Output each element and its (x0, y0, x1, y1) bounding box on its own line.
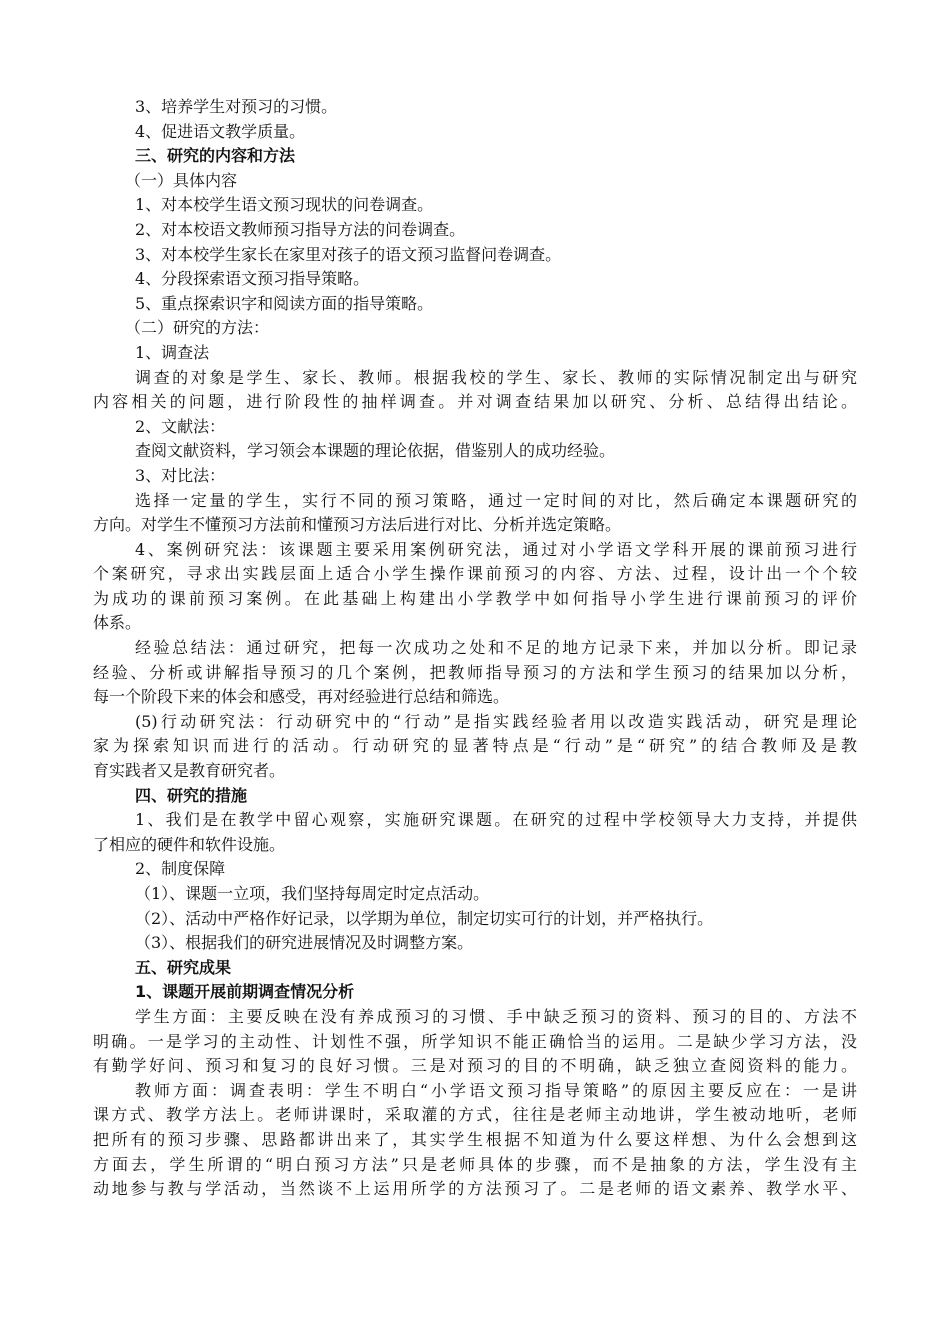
paragraph-line: 4、案例研究法：该课题主要采用案例研究法，通过对小学语文学科开展的课前预习进行 (135, 539, 857, 559)
subsection-heading: 1、课题开展前期调查情况分析 (135, 982, 355, 1002)
list-item: （2）、活动中严格作好记录，以学期为单位，制定切实可行的计划，并严格执行。 (135, 908, 714, 928)
section-heading: 三、研究的内容和方法 (135, 146, 296, 166)
paragraph-line: 学生方面：主要反映在没有养成预习的习惯、手中缺乏预习的资料、预习的目的、方法不 (135, 1006, 857, 1026)
paragraph-line: 体系。 (93, 613, 142, 633)
paragraph-line: 每一个阶段下来的体会和感受，再对经验进行总结和筛选。 (93, 687, 510, 707)
list-item: 1、对本校学生语文预习现状的问卷调查。 (135, 195, 434, 215)
paragraph-line: 育实践者又是教育研究者。 (93, 761, 286, 781)
list-item: 5、重点探索识字和阅读方面的指导策略。 (135, 293, 434, 313)
subsection-heading: （一）具体内容 (125, 170, 238, 190)
paragraph-line: 查阅文献资料，学习领会本课题的理论依据，借鉴别人的成功经验。 (135, 441, 616, 461)
paragraph-line: 调查的对象是学生、家长、教师。根据我校的学生、家长、教师的实际情况制定出与研究 (135, 367, 857, 387)
section-heading: 五、研究成果 (135, 957, 232, 977)
paragraph-line: 选择一定量的学生，实行不同的预习策略，通过一定时间的对比，然后确定本课题研究的 (135, 490, 857, 510)
paragraph-line: 个案研究，寻求出实践层面上适合小学生操作课前预习的内容、方法、过程，设计出一个个较 (93, 564, 857, 584)
method-heading: 2、文献法： (135, 416, 226, 436)
paragraph-line: 方面去，学生所谓的“明白预习方法”只是老师具体的步骤，而不是抽象的方法，学生没有主 (93, 1154, 857, 1174)
text-line: 3、培养学生对预习的习惯。 (135, 97, 338, 116)
list-item: 2、对本校语文教师预习指导方法的问卷调查。 (135, 219, 466, 239)
method-heading: 1、调查法 (135, 342, 210, 362)
text-line: 4、促进语文教学质量。 (135, 121, 306, 141)
paragraph-line: 动地参与教与学活动，当然谈不上运用所学的方法预习了。二是老师的语文素养、教学水平、 (93, 1179, 857, 1199)
section-heading: 四、研究的措施 (135, 785, 248, 805)
list-item: 4、分段探索语文预习指导策略。 (135, 269, 370, 289)
paragraph-line: 有勤学好问、预习和复习的良好习惯。三是对预习的目的不明确，缺乏独立查阅资料的能力。 (93, 1056, 857, 1076)
paragraph-line: 教师方面：调查表明：学生不明白“小学语文预习指导策略”的原因主要反应在：一是讲 (135, 1080, 857, 1100)
paragraph-line: 1、我们是在教学中留心观察，实施研究课题。在研究的过程中学校领导大力支持，并提供 (135, 810, 857, 830)
subsection-heading: （二）研究的方法： (125, 318, 270, 338)
paragraph-line: 内容相关的问题，进行阶段性的抽样调查。并对调查结果加以研究、分析、总结得出结论。 (93, 392, 857, 412)
paragraph-line: 为成功的课前预习案例。在此基础上构建出小学教学中如何指导小学生进行课前预习的评价 (93, 588, 857, 608)
list-item: （3）、根据我们的研究进展情况及时调整方案。 (135, 933, 474, 953)
paragraph-line: 把所有的预习步骤、思路都讲出来了，其实学生根据不知道为什么要这样想、为什么会想到这 (93, 1129, 857, 1149)
method-heading: 2、制度保障 (135, 859, 226, 879)
paragraph-line: 明确。一是学习的主动性、计划性不强，所学知识不能正确恰当的运用。二是缺少学习方法，没 (93, 1031, 857, 1051)
list-item: 3、对本校学生家长在家里对孩子的语文预习监督问卷调查。 (135, 244, 562, 264)
method-heading: 3、对比法： (135, 465, 226, 485)
list-item: （1）、课题一立项，我们坚持每周定时定点活动。 (135, 884, 490, 903)
paragraph-line: (5)行动研究法：行动研究中的“行动”是指实践经验者用以改造实践活动，研究是理论 (135, 711, 857, 731)
paragraph-line: 课方式、教学方法上。老师讲课时，采取灌的方式，往往是老师主动地讲，学生被动地听，老师 (93, 1105, 857, 1125)
paragraph-line: 方向。对学生不懂预习方法前和懂预习方法后进行对比、分析并选定策略。 (93, 515, 622, 535)
paragraph-line: 经验总结法：通过研究，把每一次成功之处和不足的地方记录下来，并加以分析。即记录 (135, 638, 857, 658)
paragraph-line: 家为探索知识而进行的活动。行动研究的显著特点是“行动”是“研究”的结合教师及是教 (93, 736, 857, 756)
paragraph-line: 经验、分析或讲解指导预习的几个案例，把教师指导预习的方法和学生预习的结果加以分析， (93, 662, 857, 682)
paragraph-line: 了相应的硬件和软件设施。 (93, 834, 286, 854)
